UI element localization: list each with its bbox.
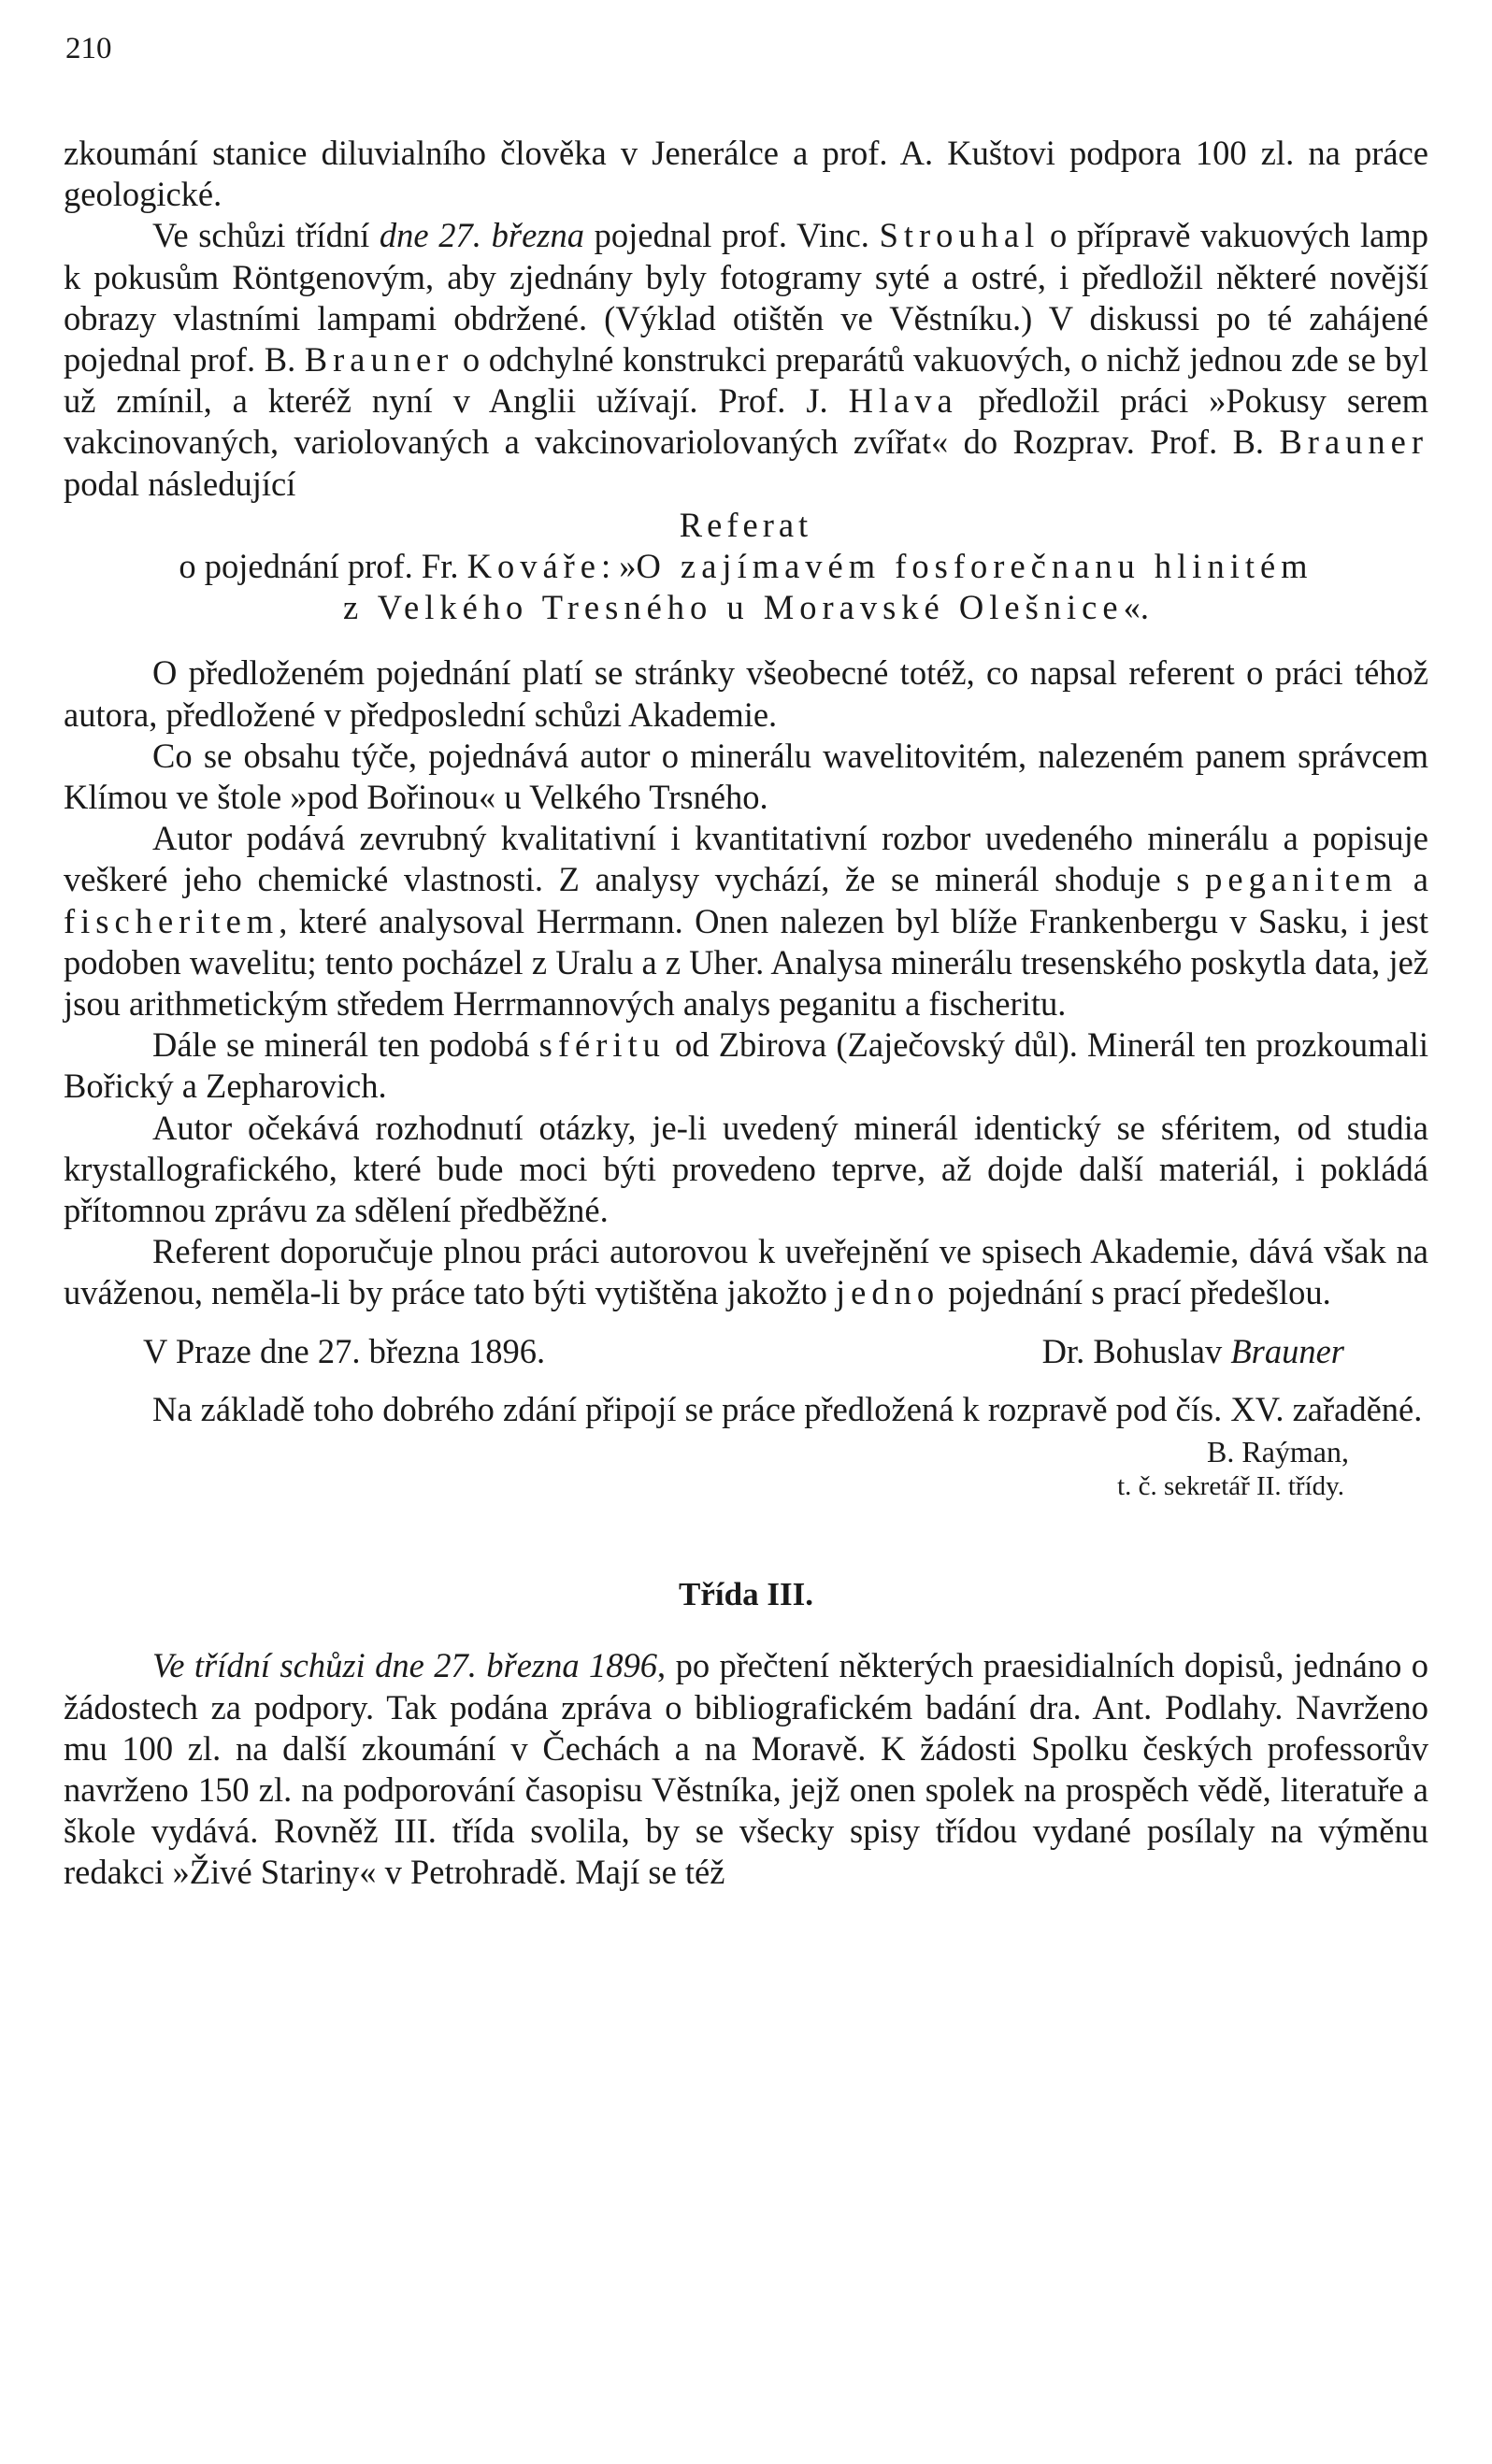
referat-subtitle: o pojednání prof. Fr. Kováře: »O zajímavém fosforečnanu hlinitém z Velkého Tresného u Moravské Olešnice«. — [179, 547, 1313, 627]
secretary-name: B. Raýman, — [1207, 1435, 1349, 1469]
referat-title: Referat — [679, 505, 813, 544]
signature: Dr. Bohuslav Brauner — [1041, 1331, 1344, 1370]
body-text — [64, 133, 1428, 1894]
place-date: V Praze dne 27. března 1896. — [143, 1331, 546, 1370]
paragraph-9: Na základě toho dobrého zdání připojí se práce předložená k rozpravě pod čís. XV. zařaděné. — [152, 1389, 1423, 1428]
date-line — [64, 1331, 1428, 1372]
secretary-title: t. č. sekretář II. třídy. — [1117, 1471, 1344, 1502]
paragraph-1: zkoumání stanice diluvialního člověka v Jenerálce a prof. A. Kuštovi podpora 100 zl. na práce geologické. — [64, 134, 1428, 214]
paragraph-2: Ve schůzi třídní dne 27. března pojednal prof. Vinc. Strouhal o přípravě vakuových lamp k pokusům Röntgenovým, aby zjednány byly fotogramy syté a ostré, i předložil některé novější obrazy vlastními lampami obdržené. (Výklad otištěn ve Věstníku.) V diskussi po té zahájené pojednal prof. B. Brauner o odchylné konstrukci preparátů vakuových, o nichž jednou zde se byl už zmínil, a kteréž nyní v Anglii užívají. Prof. J. Hlava předložil práci »Pokusy serem vakcinovaných, variolovaných a vakcinovariolovaných zvířat« do Rozprav. Prof. B. Brauner podal následující — [64, 216, 1429, 503]
paragraph-10: Ve třídní schůzi dne 27. března 1896, po přečtení některých praesidialních dopisů, jednáno o žádostech za podpory. Tak podána zpráva o bibliografickém badání dra. Ant. Podlahy. Navrženo mu 100 zl. na další zkoumání v Čechách a na Moravě. K žádosti Spolku českých professorův navrženo 150 zl. na podporování časopisu Věstníka, jejž onen spolek na prospěch vědě, literatuře a škole vydává. Rovněž III. třída svolila, by se všecky spisy třídou vydané posílaly na výměnu redakci »Živé Stariny« v Petrohradě. Mají se též — [64, 1646, 1429, 1892]
class-heading: Třída III. — [679, 1576, 813, 1613]
paragraph-4: Co se obsahu týče, pojednává autor o minerálu wavelitovitém, nalezeném panem správcem Klímou ve štole »pod Bořinou« u Velkého Trsného. — [64, 736, 1428, 817]
paragraph-6: Dále se minerál ten podobá sféritu od Zbirova (Zaječovský důl). Minerál ten prozkoumali Bořický a Zepharovich. — [64, 1025, 1428, 1106]
paragraph-5: Autor podává zevrubný kvalitativní i kvantitativní rozbor uvedeného minerálu a popisuje veškeré jeho chemické vlastnosti. Z analysy vychází, že se minerál shoduje s peganitem a fischeritem, které analysoval Herrmann. Onen nalezen byl blíže Frankenbergu v Sasku, i jest podoben wavelitu; tento pocházel z Uralu a z Uher. Analysa minerálu tresenského poskytla data, jež jsou arithmetickým středem Herrmannových analys peganitu a fischeritu. — [64, 819, 1428, 1024]
paragraph-7: Autor očekává rozhodnutí otázky, je-li uvedený minerál identický se sféritem, od studia krystallografického, které bude moci býti provedeno teprve, až dojde další materiál, i pokládá přítomnou zprávu za sdělení předběžné. — [64, 1108, 1428, 1230]
page-number: 210 — [65, 32, 112, 65]
paragraph-8: Referent doporučuje plnou práci autorovou k uveřejnění ve spisech Akademie, dává však na uváženou, neměla-li by práce tato býti vytištěna jakožto jedno pojednání s prací předešlou. — [64, 1232, 1428, 1312]
paragraph-3: O předloženém pojednání platí se stránky všeobecné totéž, co napsal referent o práci téhož autora, předložené v předposlední schůzi Akademie. — [64, 653, 1428, 734]
